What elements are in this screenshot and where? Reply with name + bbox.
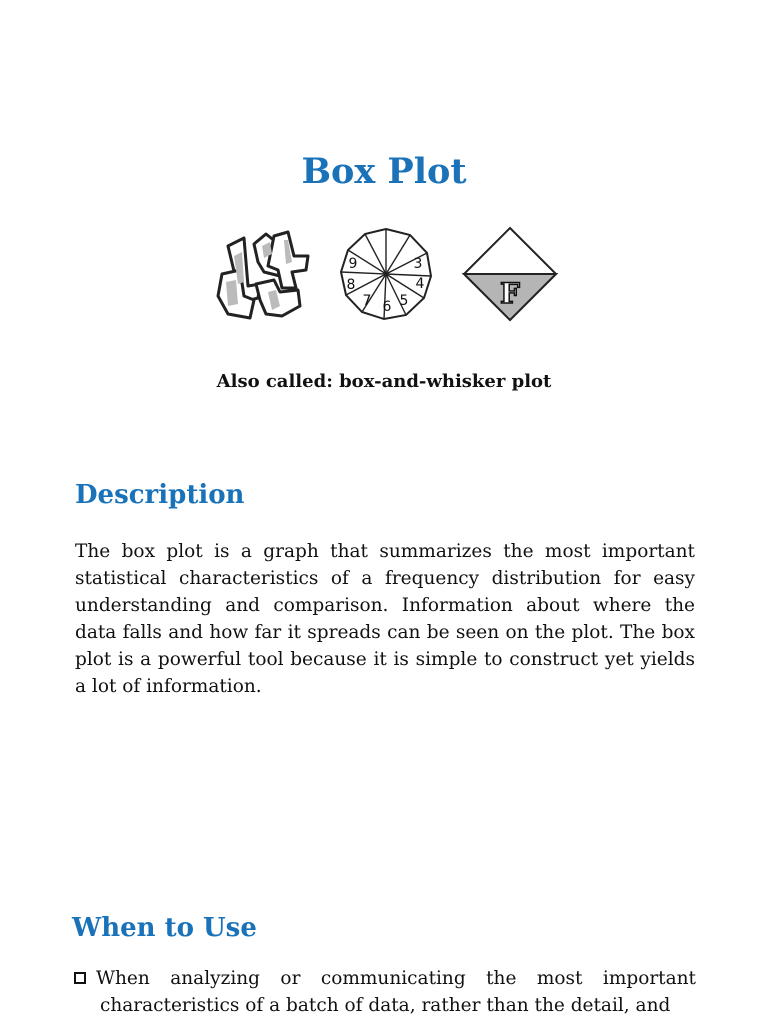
description-heading: Description (75, 480, 245, 510)
wheel-number: 3 (413, 256, 423, 272)
wheel-number: 7 (362, 293, 372, 309)
wheel-number: 5 (399, 293, 409, 309)
wheel-number: 4 (415, 276, 425, 292)
when-to-use-list (74, 965, 696, 1019)
wheel-number: 8 (346, 277, 356, 293)
number-jumble-icon (214, 226, 314, 322)
numbered-wheel-icon (338, 226, 434, 322)
wheel-number: 6 (382, 299, 392, 315)
description-text: The box plot is a graph that summarizes the most important statistical characteristics of a frequency distribution for easy understanding and comparison. Information about where the data falls and how far it spreads can be seen on the plot. The box plot is a powerful tool because it is simple to construct yet yields a lot of information. (75, 541, 695, 697)
wheel-number: 9 (348, 256, 358, 272)
f-diamond-icon (460, 226, 560, 326)
when-to-use-heading: When to Use (72, 913, 257, 943)
list-item (74, 965, 696, 1019)
checkbox-bullet-icon (74, 972, 86, 984)
also-called-text: Also called: box-and-whisker plot (216, 371, 552, 392)
list-item-text: When analyzing or communicating the most important characteristics of a batch of data, rather than the detail, and (96, 968, 696, 1016)
diamond-letter: F (500, 277, 520, 310)
tool-icons-row (214, 226, 560, 326)
page-title: Box Plot (301, 151, 467, 192)
